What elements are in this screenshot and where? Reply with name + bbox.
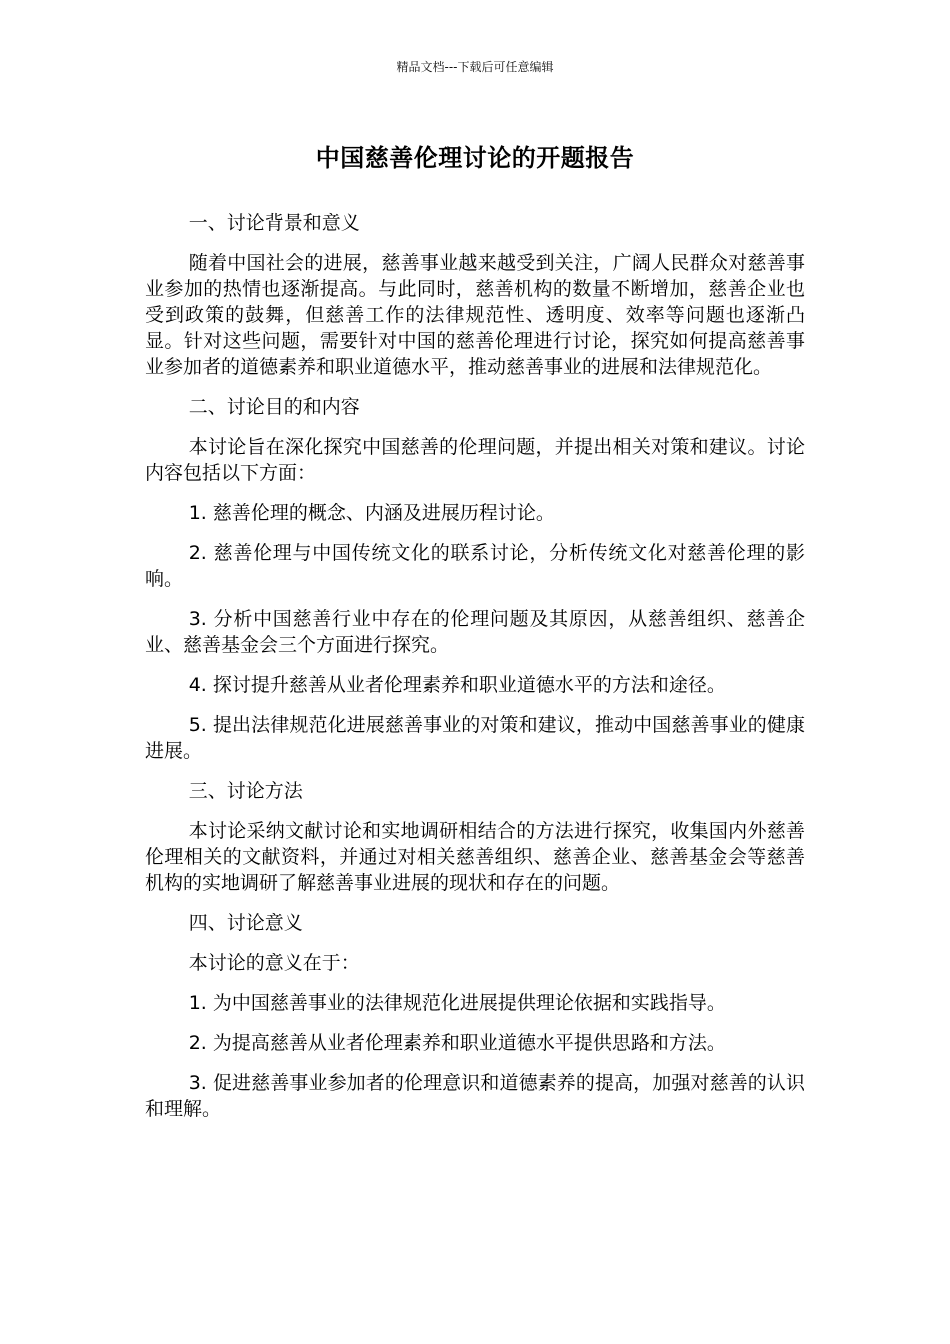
- list-item-goal-4: 4. 探讨提升慈善从业者伦理素养和职业道德水平的方法和途径。: [188, 674, 726, 696]
- list-item-significance-1: 1. 为中国慈善事业的法律规范化进展提供理论依据和实践指导。: [188, 992, 726, 1014]
- list-item-significance-3: 3. 促进慈善事业参加者的伦理意识和道德素养的提高，加强对慈善的认识和理解。: [145, 1072, 805, 1120]
- document-title: 中国慈善伦理讨论的开题报告: [315, 144, 635, 172]
- list-item-significance-2: 2. 为提高慈善从业者伦理素养和职业道德水平提供思路和方法。: [188, 1032, 726, 1054]
- section-heading-background: 一、讨论背景和意义: [188, 212, 360, 234]
- list-item-goal-1: 1. 慈善伦理的概念、内涵及进展历程讨论。: [188, 502, 555, 524]
- section-heading-significance: 四、讨论意义: [188, 912, 303, 934]
- header-note: 精品文档---下载后可任意编辑: [396, 60, 554, 74]
- paragraph-method: 本讨论采纳文献讨论和实地调研相结合的方法进行探究，收集国内外慈善伦理相关的文献资料，并通过对相关慈善组织、慈善企业、慈善基金会等慈善机构的实地调研了解慈善事业进展的现状和存在的问题。: [145, 820, 805, 894]
- document-body: [145, 210, 805, 1136]
- list-item-goal-3: 3. 分析中国慈善行业中存在的伦理问题及其原因，从慈善组织、慈善企业、慈善基金会三个方面进行探究。: [145, 608, 805, 656]
- section-heading-method: 三、讨论方法: [188, 780, 303, 802]
- paragraph-significance-intro: 本讨论的意义在于：: [188, 952, 360, 974]
- list-item-goal-5: 5. 提出法律规范化进展慈善事业的对策和建议，推动中国慈善事业的健康进展。: [145, 714, 805, 762]
- paragraph-background: 随着中国社会的进展，慈善事业越来越受到关注，广阔人民群众对慈善事业参加的热情也逐渐提高。与此同时，慈善机构的数量不断增加，慈善企业也受到政策的鼓舞，但慈善工作的法律规范性、透明度、效率等问题也逐渐凸显。针对这些问题，需要针对中国的慈善伦理进行讨论，探究如何提高慈善事业参加者的道德素养和职业道德水平，推动慈善事业的进展和法律规范化。: [145, 252, 805, 378]
- paragraph-goals-intro: 本讨论旨在深化探究中国慈善的伦理问题，并提出相关对策和建议。讨论内容包括以下方面：: [145, 436, 805, 484]
- section-heading-goals: 二、讨论目的和内容: [188, 396, 360, 418]
- list-item-goal-2: 2. 慈善伦理与中国传统文化的联系讨论，分析传统文化对慈善伦理的影响。: [145, 542, 805, 590]
